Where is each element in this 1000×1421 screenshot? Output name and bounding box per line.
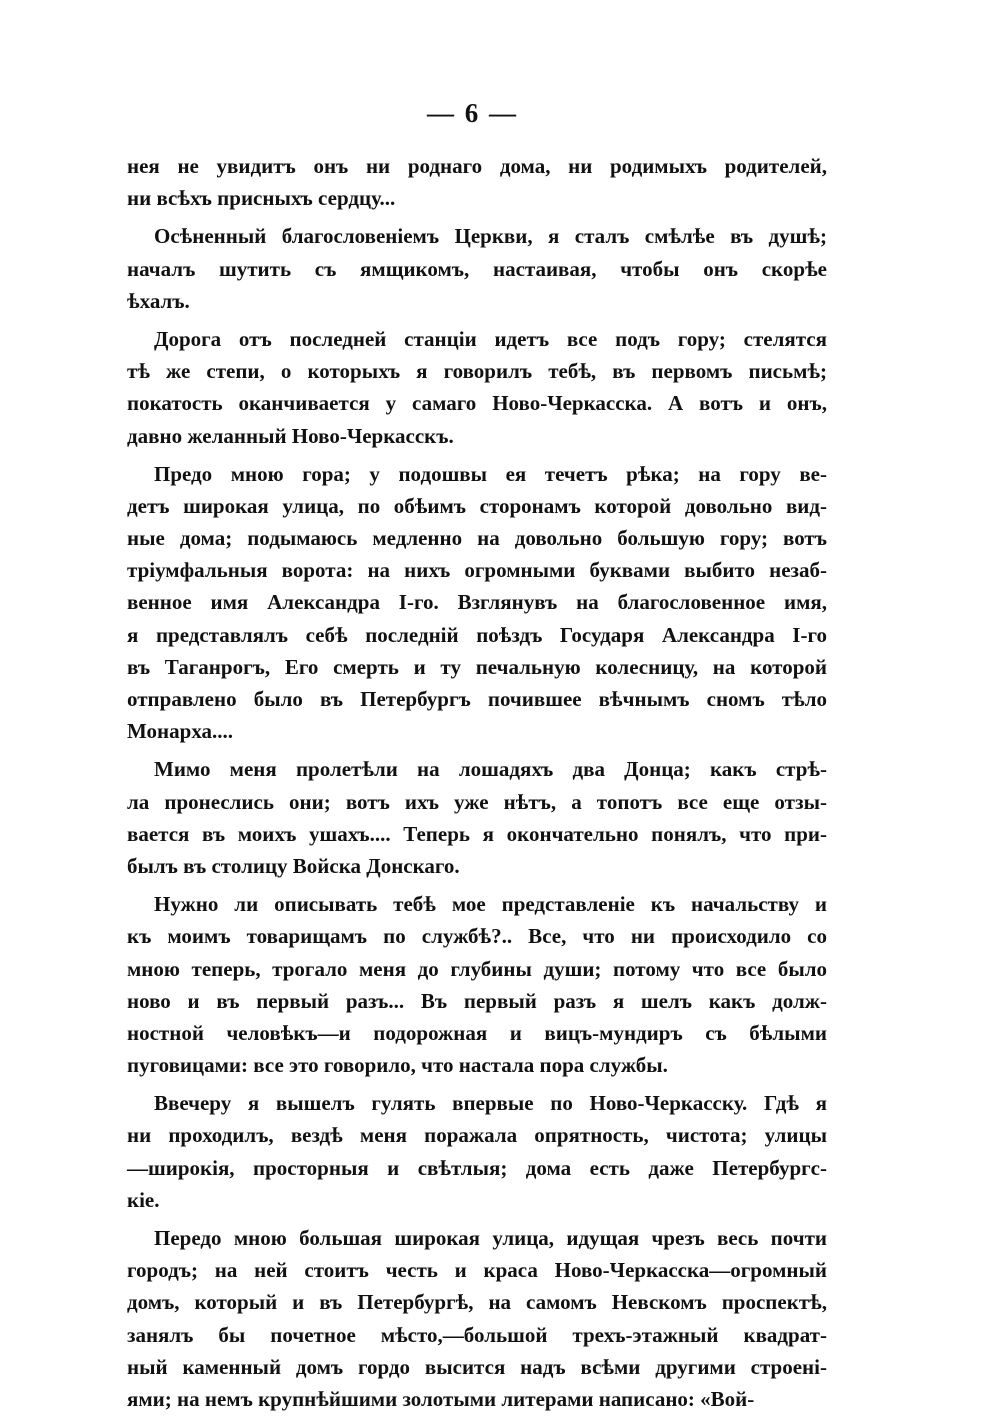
- text-line: ново и въ первый разъ... Въ первый разъ я шелъ какъ долж-: [127, 988, 827, 1013]
- text-line: тѣ же степи, о которыхъ я говорилъ тебѣ, въ первомъ письмѣ;: [127, 359, 827, 384]
- text-line: былъ въ столицу Войска Донскаго.: [127, 853, 460, 878]
- text-line: отправлено было въ Петербургъ почившее вѣчнымъ сномъ тѣло: [127, 687, 827, 711]
- text-line: Монарха....: [127, 719, 234, 744]
- text-line: ные дома; подымаюсь медленно на довольно большую гору; вотъ: [127, 526, 827, 551]
- text-line: я представлялъ себѣ последній поѣздъ Государя Александра I-го: [127, 622, 827, 647]
- text-line: ни проходилъ, вездѣ меня поражала опрятность, чистота; улицы: [127, 1123, 827, 1148]
- text-line: Осѣненный благословеніемъ Церкви, я сталъ смѣлѣе въ душѣ;: [154, 224, 827, 249]
- text-line: Передо мною большая широкая улица, идущая чрезъ весь почти: [154, 1226, 827, 1250]
- text-line: въ Таганрогъ, Его смерть и ту печальную колесницу, на которой: [127, 654, 827, 679]
- text-line: городъ; на ней стоитъ честь и краса Ново-Черкасска—огромный: [127, 1258, 827, 1283]
- text-line: покатость оканчивается у самаго Ново-Черкасска. А вотъ и онъ,: [127, 391, 827, 416]
- paragraph: [127, 150, 827, 214]
- text-line: домъ, который и въ Петербургѣ, на самомъ Невскомъ проспектѣ,: [127, 1290, 827, 1315]
- text-line: пуговицами: все это говорило, что настала пора службы.: [127, 1053, 668, 1078]
- text-line: ный каменный домъ гордо высится надъ всѣми другими строені-: [127, 1354, 827, 1379]
- text-line: давно желанный Ново-Черкасскъ.: [127, 423, 454, 448]
- text-line: —широкія, просторныя и свѣтлыя; дома есть даже Петербургс-: [127, 1155, 827, 1180]
- paragraph: [127, 1087, 827, 1216]
- text-line: кіе.: [127, 1187, 160, 1212]
- text-line: ла пронеслись они; вотъ ихъ уже нѣтъ, а топотъ все еще отзы-: [127, 789, 827, 814]
- text-line: занялъ бы почетное мѣсто,—большой трехъ-этажный квадрат-: [127, 1322, 827, 1347]
- text-line: Дорога отъ последней станціи идетъ все подъ гору; стелятся: [154, 326, 827, 351]
- text-line: вается въ моихъ ушахъ.... Теперь я окончательно понялъ, что при-: [127, 821, 827, 846]
- text-line: Предо мною гора; у подошвы ея течетъ рѣка; на гору ве-: [154, 461, 827, 486]
- text-line: тріумфальныя ворота: на нихъ огромными буквами выбито незаб-: [127, 558, 827, 583]
- paragraph: [127, 753, 827, 882]
- paragraph: [127, 323, 827, 452]
- text-line: мною теперь, трогало меня до глубины души; потому что все было: [127, 956, 827, 981]
- text-line: ни всѣхъ присныхъ сердцу...: [127, 186, 396, 211]
- text-line: Мимо меня пролетѣли на лошадяхъ два Донца; какъ стрѣ-: [154, 757, 827, 782]
- page-number: — 6 —: [427, 98, 518, 128]
- text-line: венное имя Александра I-го. Взглянувъ на благословенное имя,: [127, 590, 827, 615]
- text-line: ѣхалъ.: [127, 288, 190, 313]
- text-line: началъ шутить съ ямщикомъ, настаивая, чтобы онъ скорѣе: [127, 256, 827, 281]
- text-line: Ввечеру я вышелъ гулять впервые по Ново-Черкасску. Гдѣ я: [154, 1091, 827, 1116]
- paragraph: [127, 1222, 827, 1415]
- paragraph: [127, 220, 827, 317]
- text-line: ями; на немъ крупнѣйшими золотыми литерами написано: «Вой-: [127, 1386, 755, 1411]
- paragraph: [127, 888, 827, 1081]
- text-line: къ моимъ товарищамъ по службѣ?.. Все, что ни происходило со: [127, 924, 827, 949]
- body-text: [127, 150, 827, 1421]
- paragraph: [127, 458, 827, 748]
- text-line: нея не увидитъ онъ ни роднаго дома, ни родимыхъ родителей,: [127, 154, 827, 178]
- text-line: ностной человѣкъ—и подорожная и вицъ-мундиръ съ бѣлыми: [127, 1020, 827, 1045]
- text-line: Нужно ли описывать тебѣ мое представленіе къ начальству и: [154, 892, 827, 917]
- text-line: детъ широкая улица, по обѣимъ сторонамъ которой довольно вид-: [127, 493, 827, 518]
